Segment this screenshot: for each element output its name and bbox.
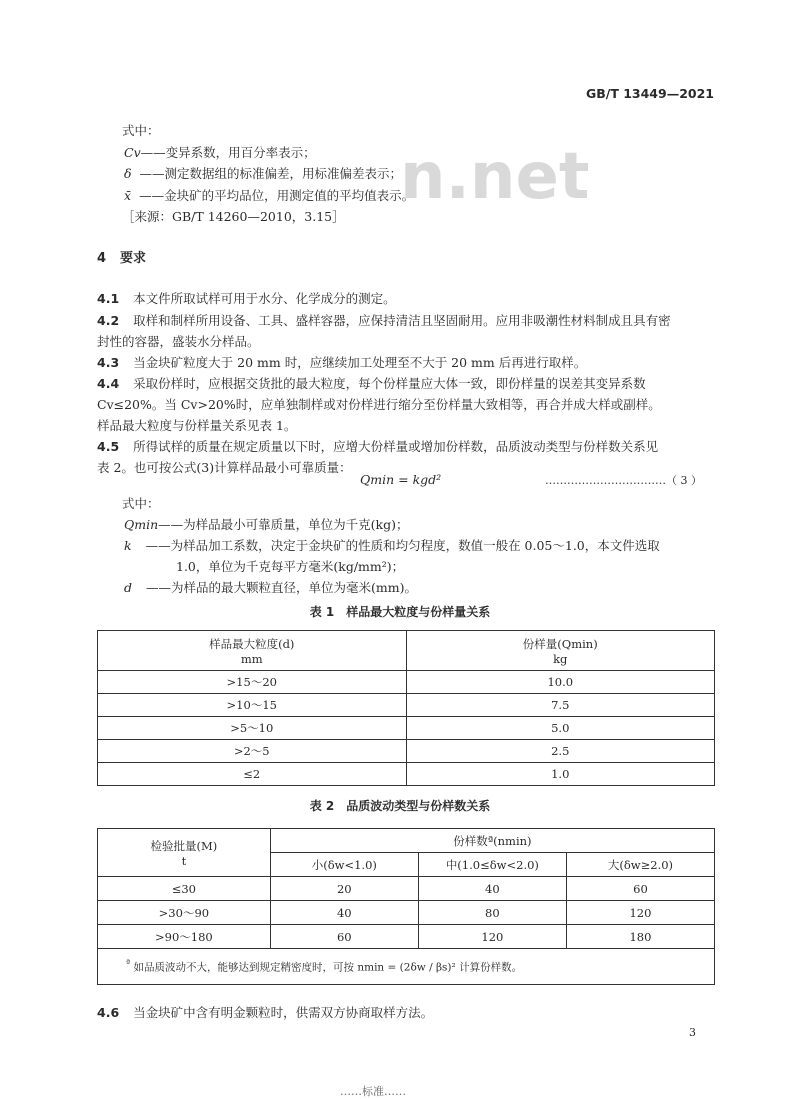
table-row: ≤2 1.0 [98,763,715,786]
table2-subheader: 小(δw<1.0) [270,853,418,877]
formula-number: ……………………………（ 3 ） [545,474,702,487]
definition-item: δ ——测定数据组的标准偏差，用标准偏差表示； [124,166,403,181]
clause-4-2-cont: 封性的容器，盛装水分样品。 [97,334,260,349]
clause-4-3: 4.3 当金块矿粒度大于 20 mm 时，应继续加工处理至不大于 20 mm 后再进行取样。 [97,355,587,370]
table-2 [97,828,715,985]
table2-subheader: 中(1.0≤δw<2.0) [418,853,566,877]
table-1 [97,630,715,786]
table1-header-cell: 份样量(Qmin) kg [406,631,715,671]
table-row: >5～10 5.0 [98,717,715,740]
table-row: >2～5 2.5 [98,740,715,763]
formula: Qmin = kgd² [360,472,442,487]
watermark: n.net [400,140,590,214]
definition-item: d ——为样品的最大颗粒直径，单位为毫米(mm)。 [124,580,417,595]
section-heading: 4 要求 [97,251,147,266]
table-row: >30～90 40 80 120 [98,901,715,925]
definition-item: Qmin——为样品最小可靠质量，单位为千克(kg)； [124,517,409,532]
clause-4-4: 4.4 采取份样时，应根据交货批的最大粒度，每个份样量应大体一致，即份样量的误差其变异系数 [97,376,646,391]
clause-4-1: 4.1 本文件所取试样可用于水分、化学成分的测定。 [97,291,396,306]
table-row: >90～180 60 120 180 [98,925,715,949]
definition-item: k ——为样品加工系数，决定于金块矿的性质和均匀程度，数值一般在 0.05～1.0，本文件选取 [124,538,660,553]
table-row: >15～20 10.0 [98,671,715,694]
standard-number: GB/T 13449—2021 [585,86,714,101]
table-row: ≤30 20 40 60 [98,877,715,901]
table1-header-cell: 样品最大粒度(d) mm [98,631,407,671]
table-row: >10～15 7.5 [98,694,715,717]
table2-subheader: 大(δw≥2.0) [566,853,714,877]
definition-item: Cv——变异系数，用百分率表示； [124,145,316,160]
table2-caption: 表 2 品质波动类型与份样数关系 [309,799,491,813]
definitions-intro: 式中： [122,496,160,511]
bottom-fragment: ……标准…… [340,1085,406,1098]
clause-4-6: 4.6 当金块矿中含有明金颗粒时，供需双方协商取样方法。 [97,1005,434,1020]
definition-item-cont: 1.0，单位为千克每平方毫米(kg/mm²)； [176,559,405,574]
clause-4-2: 4.2 取样和制样所用设备、工具、盛样容器，应保持清洁且坚固耐用。应用非吸潮性材料制成且具有密 [97,313,671,328]
clause-4-5-cont: 表 2。也可按公式(3)计算样品最小可靠质量： [97,460,352,475]
page-number: 3 [689,1026,696,1039]
table2-header-batch: 检验批量(M) t [98,829,271,877]
table2-header-group: 份样数ª(nmin) [270,829,714,853]
table2-footnote: $^ª$ 如品质波动不大，能够达到规定精密度时，可按 nmin = (2δw / βs)² 计算份样数。 [98,949,715,985]
table1-caption: 表 1 样品最大粒度与份样量关系 [309,605,491,619]
definition-item: x̄ ——金块矿的平均品位，用测定值的平均值表示。 [124,188,415,203]
clause-4-4-cont: 样品最大粒度与份样量关系见表 1。 [97,418,297,433]
clause-4-4-cont: Cv≤20%。当 Cv>20%时，应单独制样或对份样进行缩分至份样量大致相等，再合并成大样或副样。 [97,397,661,412]
definitions-intro: 式中： [122,123,160,138]
clause-4-5: 4.5 所得试样的质量在规定质量以下时，应增大份样量或增加份样数，品质波动类型与份样数关系见 [97,439,659,454]
source-reference: ［来源：GB/T 14260—2010，3.15］ [122,209,345,224]
